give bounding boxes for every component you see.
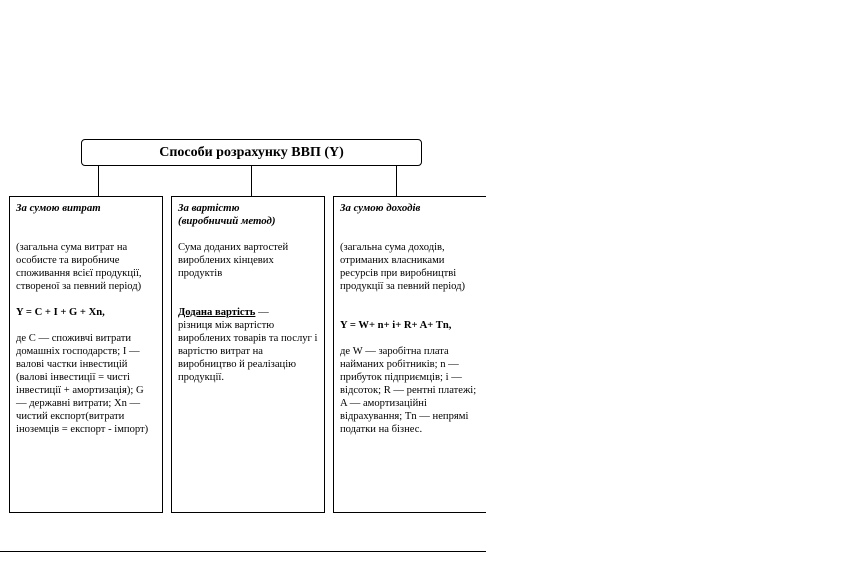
crop-edge-right: [486, 196, 487, 513]
value-added-term: Додана вартість: [178, 307, 256, 318]
method-income-explanation: де W — заробітна плата найманих робітників; n — прибуток підприємців; і — відсоток; R — рентні платежі; A — амортизаційні відрахування; Tn — непрямі податки на бізнес.: [340, 346, 477, 435]
bottom-rule: [0, 551, 486, 552]
value-added-definition-block: [178, 306, 318, 319]
method-expenditure-explanation: де C — споживчі витрати домашніх господарств; I —валові частки інвестицій (валові інвестиції = чисті інвестиції + амортизація); G — державні витрати; Xn — чистий експорт(витрати іноземців = експорт - імпорт): [16, 333, 149, 435]
connector-line-middle: [251, 166, 252, 196]
method-value-added-heading: За вартістю: [178, 202, 240, 214]
diagram-title-text: Способи розрахунку ВВП (Y): [159, 144, 344, 160]
connector-line-left: [98, 166, 99, 196]
method-expenditure-heading: За сумою витрат: [16, 202, 101, 214]
method-income-heading: За сумою доходів: [340, 202, 421, 214]
method-value-added-subheading: (виробничий метод): [178, 215, 276, 227]
diagram-title: [81, 139, 422, 166]
method-expenditure-box: [9, 196, 163, 513]
method-value-added-box: [171, 196, 325, 513]
method-income-formula: Y = W+ n+ i+ R+ A+ Tn,: [340, 320, 452, 331]
method-value-added-description: Сума доданих вартостей вироблених кінцевих продуктів: [178, 242, 289, 279]
method-expenditure-description: (загальна сума витрат на особисте та виробниче споживання всієї продукції, створеної за певний період): [16, 242, 142, 292]
connector-line-right: [396, 166, 397, 196]
value-added-definition: різниця між вартістю вироблених товарів та послуг і вартістю витрат на виробництво й реалізацію продукції.: [178, 320, 318, 383]
method-income-description: (загальна сума доходів, отриманих власниками ресурсів при виробництві продукції за певний період): [340, 242, 466, 292]
method-income-box: [333, 196, 487, 513]
method-expenditure-formula: Y = C + I + G + Xn,: [16, 307, 105, 318]
value-added-term-dash: —: [255, 307, 269, 318]
